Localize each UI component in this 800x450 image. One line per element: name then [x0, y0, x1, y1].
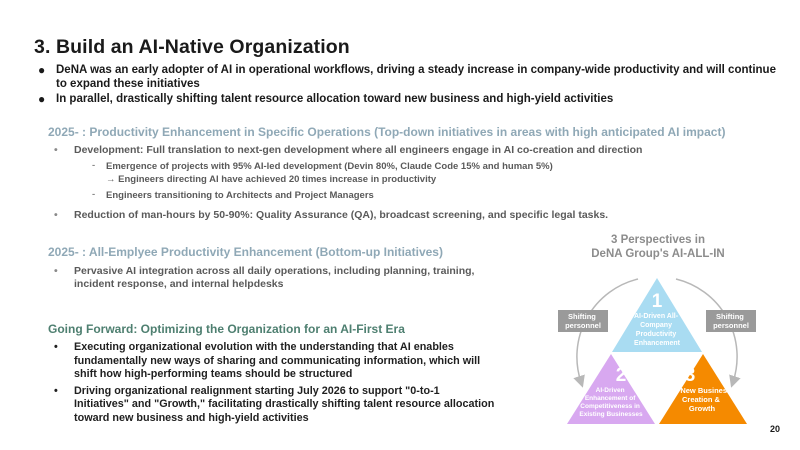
shift-label-line: Shifting: [715, 312, 744, 321]
diagram-title-line: 3 Perspectives in: [611, 234, 705, 246]
triangle-label-line: AI New Business: [670, 386, 732, 395]
bullet-dot: •: [54, 208, 58, 221]
triangle-label-line: Enhancement: [634, 340, 680, 347]
bullet-dot: •: [54, 384, 58, 397]
bullet-dot: ●: [38, 92, 46, 106]
triangle-label-line: Competitiveness in: [580, 403, 640, 410]
bullet-dot: •: [54, 265, 58, 277]
shift-box-left-text: [565, 312, 601, 330]
list-item-text: Reduction of man-hours by 50-90%: Quality Assurance (QA), broadcast screening, and specific legal tasks.: [74, 208, 609, 221]
list-item-text-line: Driving organizational realignment starting July 2026 to support "0-to-1: [74, 384, 440, 397]
shift-box-right-text: [713, 312, 749, 330]
diagram-title-line: DeNA Group's AI-ALL-IN: [591, 248, 725, 260]
triangle-label-line: AI-Driven All-: [633, 313, 679, 320]
list-item-text: Development: Full translation to next-gen development where all engineers engage in AI co-creation and direction: [74, 144, 643, 156]
list-item-text-line: fundamentally new ways of sharing and communicating information, which will: [74, 354, 481, 367]
list-item-text-line: toward new business and high-yield activities: [74, 411, 309, 424]
triangle-top-number: 1: [651, 291, 663, 312]
triangle-label-line: Productivity: [635, 331, 677, 338]
list-item-text-line: Pervasive AI integration across all daily operations, including planning, training,: [74, 265, 475, 277]
section1-heading: 2025- : Productivity Enhancement in Specific Operations (Top-down initiatives in areas with high anticipated AI impact): [48, 125, 726, 139]
sub-item-text: Engineers transitioning to Architects and Project Managers: [106, 190, 374, 201]
list-item-text-line: shift how high-performing teams should be structured: [74, 368, 353, 380]
shift-label-line: Shifting: [567, 312, 596, 321]
triangle-label-line: AI-Driven: [595, 387, 625, 394]
bullet-dot: •: [54, 341, 58, 353]
triangle-left-number: 2: [615, 365, 627, 386]
bullet-dot: ●: [38, 63, 46, 77]
section2-heading: 2025- : All-Emplyee Productivity Enhancement (Bottom-up Initiatives): [48, 245, 443, 259]
shift-label-line: personnel: [565, 321, 601, 330]
shift-label-line: personnel: [713, 321, 749, 330]
summary-bullet-text: DeNA was an early adopter of AI in operational workflows, driving a steady increase in company-wide productivity and will continue to expand these initiatives: [56, 64, 776, 90]
sub-item-continuation: → Engineers directing AI have achieved 20 times increase in productivity: [106, 173, 437, 185]
triangle-label-line: Existing Businesses: [579, 411, 643, 418]
triangle-label-line: Enhancement of: [584, 395, 636, 402]
sub-item-text: Emergence of projects with 95% AI-led development (Devin 80%, Claude Code 15% and human 5%): [106, 161, 553, 172]
list-item-text-line: Initiatives" and "Growth," facilitating drastically shifting talent resource allocation: [74, 398, 495, 410]
triangle-right-number: 3: [684, 365, 696, 386]
summary-bullet-text: In parallel, drastically shifting talent resource allocation toward new business and high-yield activities: [56, 93, 614, 105]
bullet-dot: •: [54, 144, 58, 156]
dash-marker: -: [92, 189, 96, 200]
list-item-text-line: incident response, and internal helpdesks: [74, 278, 284, 290]
dash-marker: -: [92, 160, 96, 171]
triangle-label-line: Growth: [688, 404, 716, 413]
list-item-text-line: Executing organizational evolution with the understanding that AI enables: [74, 341, 454, 353]
page-number: 20: [770, 424, 781, 434]
triangle-label-line: Creation &: [681, 395, 720, 404]
section3-heading: Going Forward: Optimizing the Organization for an AI-First Era: [48, 322, 405, 336]
page-title: 3. Build an AI-Native Organization: [34, 36, 350, 58]
triangle-label-line: Company: [640, 322, 672, 329]
